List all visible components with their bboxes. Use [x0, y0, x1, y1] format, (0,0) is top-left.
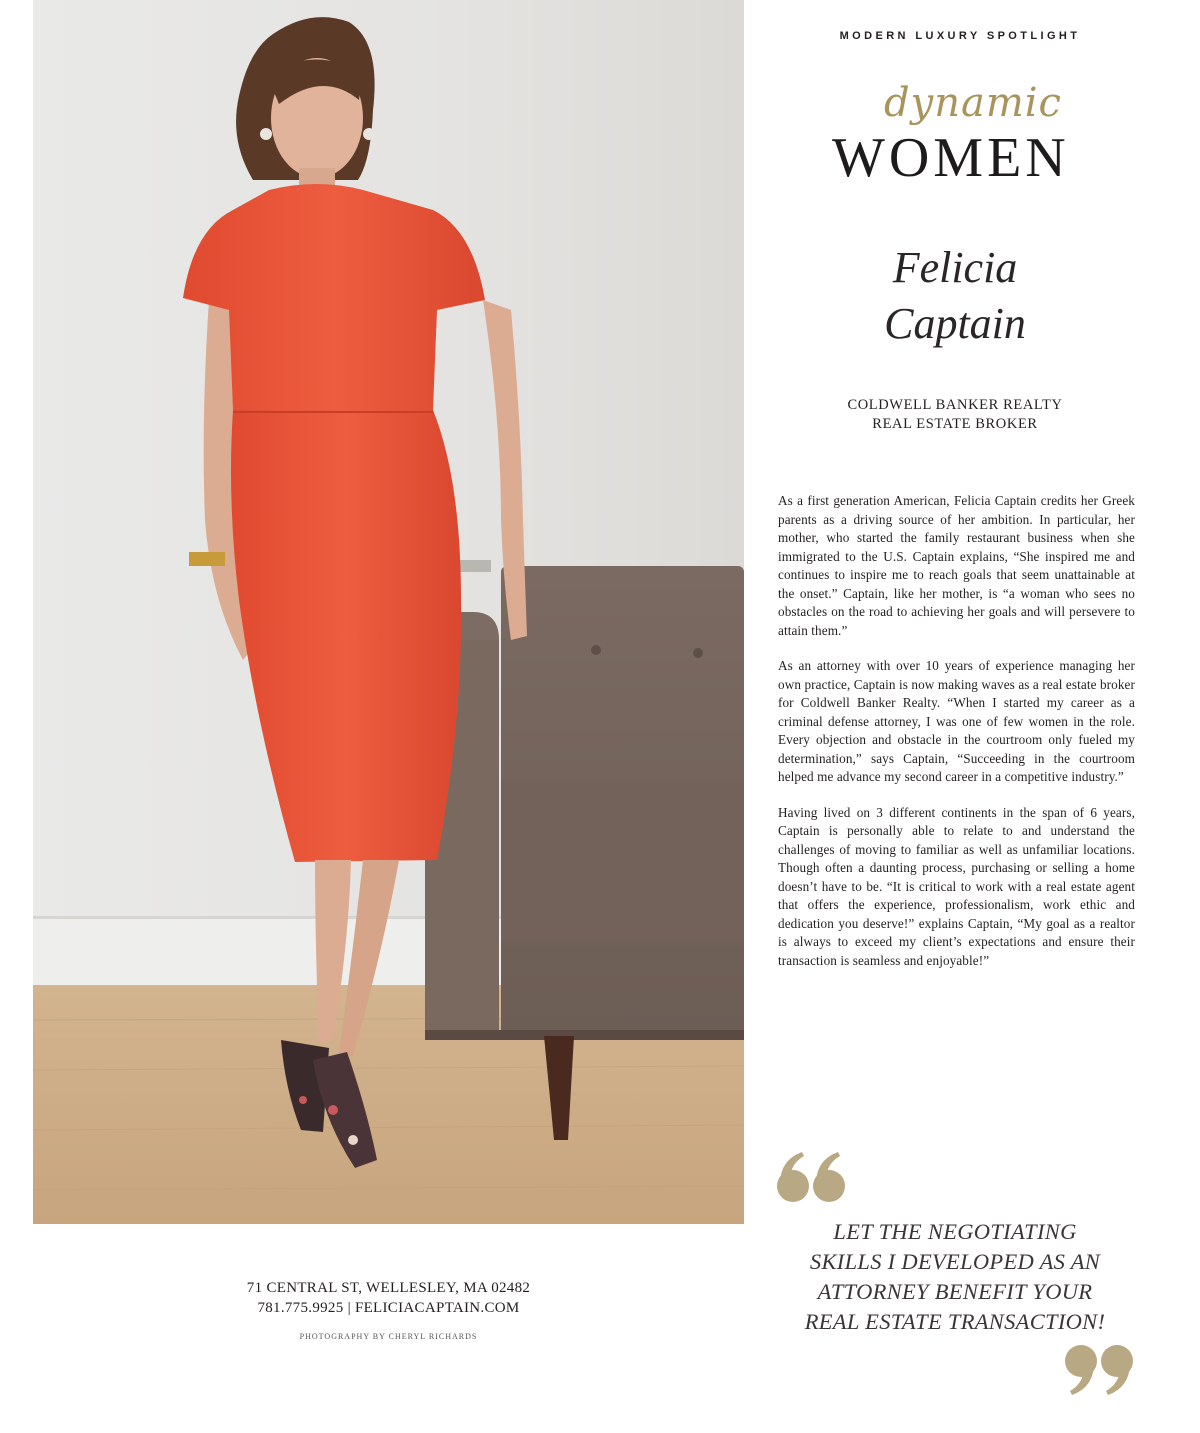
photo-credit: PHOTOGRAPHY BY CHERYL RICHARDS: [299, 1332, 478, 1341]
masthead-script: dynamic: [884, 80, 1062, 126]
portrait-photo: [33, 0, 744, 1224]
close-quote-icon: [1062, 1343, 1134, 1397]
job-role: REAL ESTATE BROKER: [872, 416, 1038, 432]
pull-quote-line: LET THE NEGOTIATING: [833, 1219, 1077, 1244]
article-paragraph: As an attorney with over 10 years of experience managing her own practice, Captain is now making waves as a real estate broker for Coldwell Banker Realty. “When I started my career as a criminal defense attorney, I was one of few women in the role. Every objection and obstacle in the courtroom only fueled my determination,” says Captain, “Succeeding in the courtroom helped me advance my second career in a competitive industry.”: [778, 658, 1135, 784]
article-paragraph: As a first generation American, Felicia Captain credits her Greek parents as a driving source of her ambition. In particular, her mother, who started the family restaurant business when she immigrated to the U.S. Captain explains, “She inspired me and continues to inspire me to reach goals that seem unattainable at the onset.” Captain, like her mother, is “a woman who sees no obstacles on the road to achieving her goals and will persevere to attain them.”: [778, 493, 1135, 638]
masthead: [820, 80, 1090, 195]
pull-quote-line: ATTORNEY BENEFIT YOUR: [817, 1279, 1093, 1304]
open-quote-icon: [776, 1150, 848, 1204]
company-name: COLDWELL BANKER REALTY: [847, 397, 1063, 413]
address-line: 71 CENTRAL ST, WELLESLEY, MA 02482: [246, 1280, 531, 1296]
pull-quote-line: SKILLS I DEVELOPED AS AN: [809, 1249, 1101, 1274]
last-name: Captain: [884, 299, 1026, 348]
first-name: Felicia: [892, 243, 1018, 292]
article-body: [778, 492, 1135, 987]
pull-quote: [770, 1217, 1140, 1337]
phone-website-line[interactable]: 781.775.9925 | FELICIACAPTAIN.COM: [257, 1300, 520, 1316]
article-paragraph: Having lived on 3 different continents in the span of 6 years, Captain is personally able to relate to and understand the challenges of moving to familiar as well as unfamiliar locations. Though often a daunting process, purchasing or selling a home doesn’t have to be. “It is critical to work with a real estate agent that offers the experience, professionalism, work ethic and dedication you deserve!” explains Captain, “My goal as a realtor is always to exceed my client’s expectations and ensure their transaction is seamless and enjoyable!”: [778, 804, 1135, 968]
profile-name: [760, 240, 1150, 352]
company-block: [760, 396, 1150, 434]
masthead-title: WOMEN: [832, 127, 1070, 189]
pull-quote-line: REAL ESTATE TRANSACTION!: [804, 1309, 1106, 1334]
contact-block: [33, 1278, 744, 1318]
section-kicker: MODERN LUXURY SPOTLIGHT: [839, 30, 1081, 42]
